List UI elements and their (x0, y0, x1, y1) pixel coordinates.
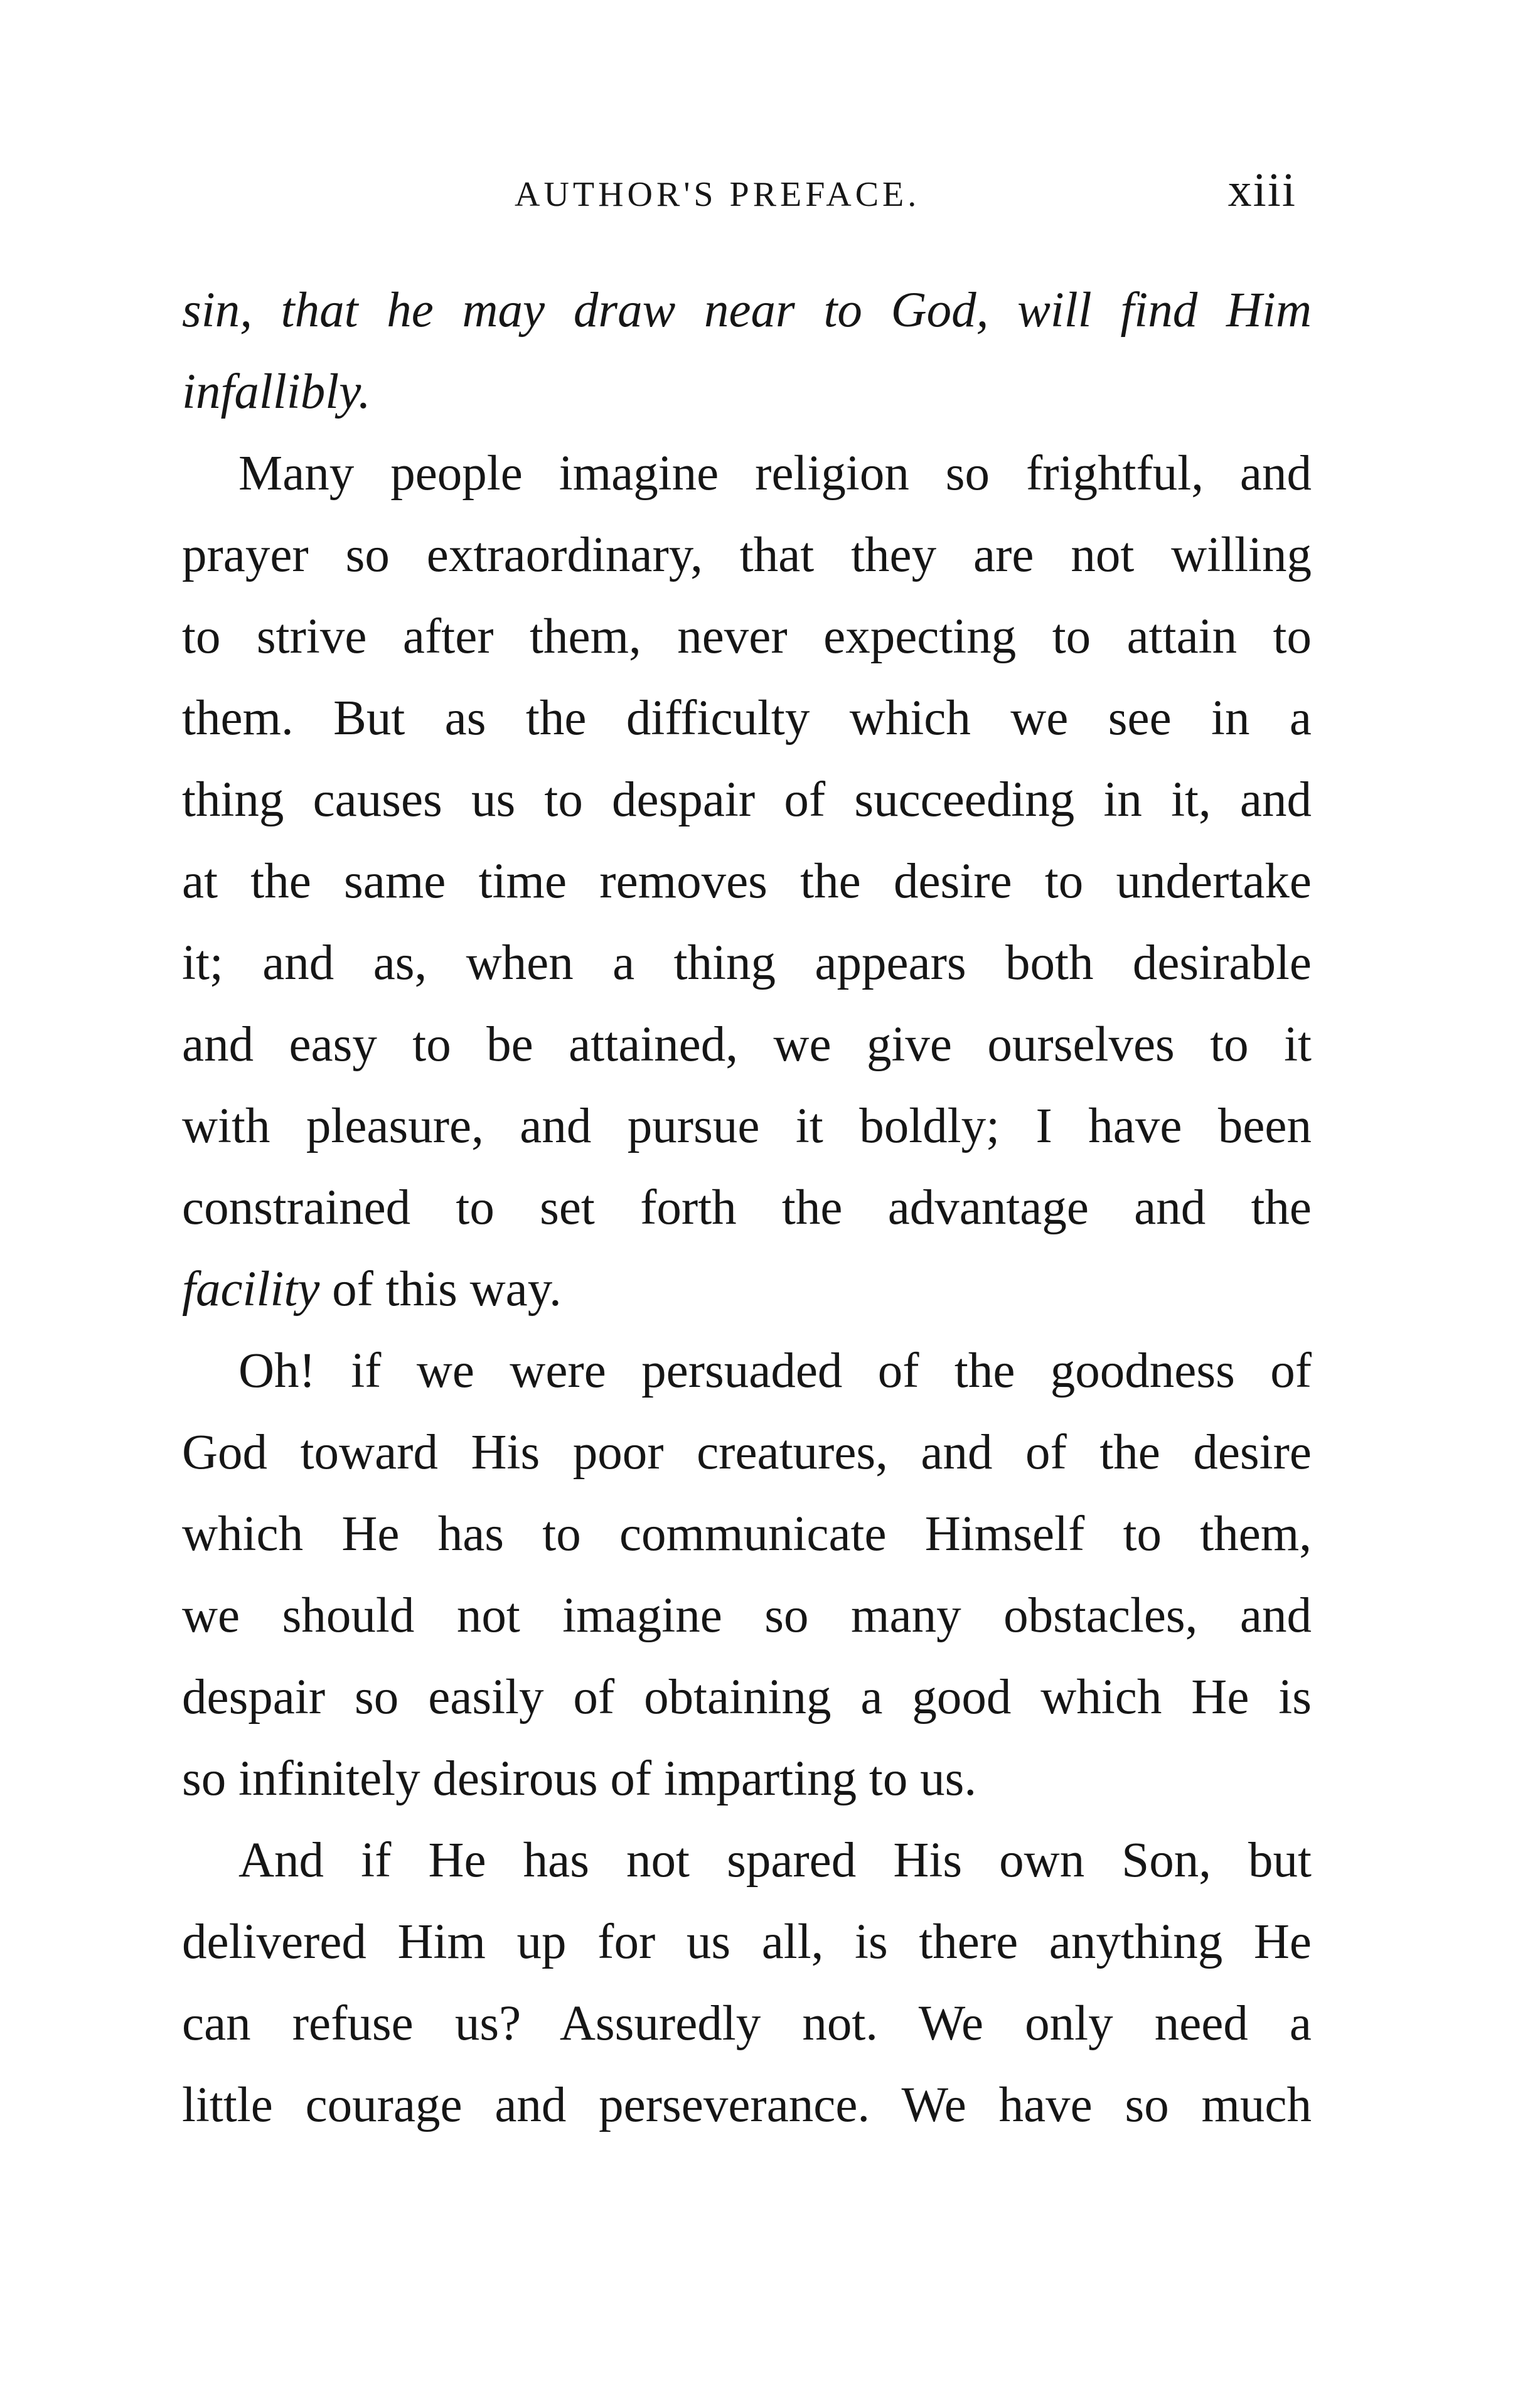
text-line: God toward His poor creatures, and of the desire (182, 1425, 1312, 1480)
text-line: little courage and perseverance. We have so much (182, 2078, 1312, 2132)
page-header (0, 163, 1540, 238)
text-line: can refuse us? Assuredly not. We only need a (182, 1996, 1312, 2051)
text-line: and easy to be attained, we give ourselves to it (182, 1017, 1312, 1072)
text-line: prayer so extraordinary, that they are not willing (182, 528, 1312, 582)
text-line: with pleasure, and pursue it boldly; I have been (182, 1099, 1312, 1153)
text-line: sin, that he may draw near to God, will find Him (182, 283, 1312, 338)
text-line: to strive after them, never expecting to attain to (182, 609, 1312, 664)
text-line: it; and as, when a thing appears both desirable (182, 936, 1312, 990)
page-number: xiii (1227, 164, 1297, 217)
running-head: AUTHOR'S PREFACE. (515, 175, 921, 214)
paragraph-first-line: And if He has not spared His own Son, but (238, 1833, 1312, 1888)
text-line: at the same time removes the desire to undertake (182, 854, 1312, 909)
text-segment: of this way. (319, 1262, 562, 1317)
paragraph-first-line: Oh! if we were persuaded of the goodness of (238, 1344, 1312, 1398)
text-line: despair so easily of obtaining a good which He is (182, 1670, 1312, 1725)
italic-word: facility (182, 1262, 320, 1317)
body-text (182, 270, 1312, 2146)
text-line: constrained to set forth the advantage and the (182, 1180, 1312, 1235)
text-line: them. But as the difficulty which we see in a (182, 691, 1312, 746)
text-line: thing causes us to despair of succeeding in it, and (182, 773, 1312, 827)
text-line: so infinitely desirous of imparting to us. (182, 1752, 977, 1806)
paragraph-first-line: Many people imagine religion so frightful, and (238, 446, 1312, 501)
text-line: we should not imagine so many obstacles, and (182, 1588, 1312, 1643)
text-line: delivered Him up for us all, is there anything He (182, 1915, 1312, 1969)
text-line: which He has to communicate Himself to them, (182, 1507, 1312, 1561)
text-line (182, 1249, 1312, 1330)
text-line: infallibly. (182, 365, 371, 419)
